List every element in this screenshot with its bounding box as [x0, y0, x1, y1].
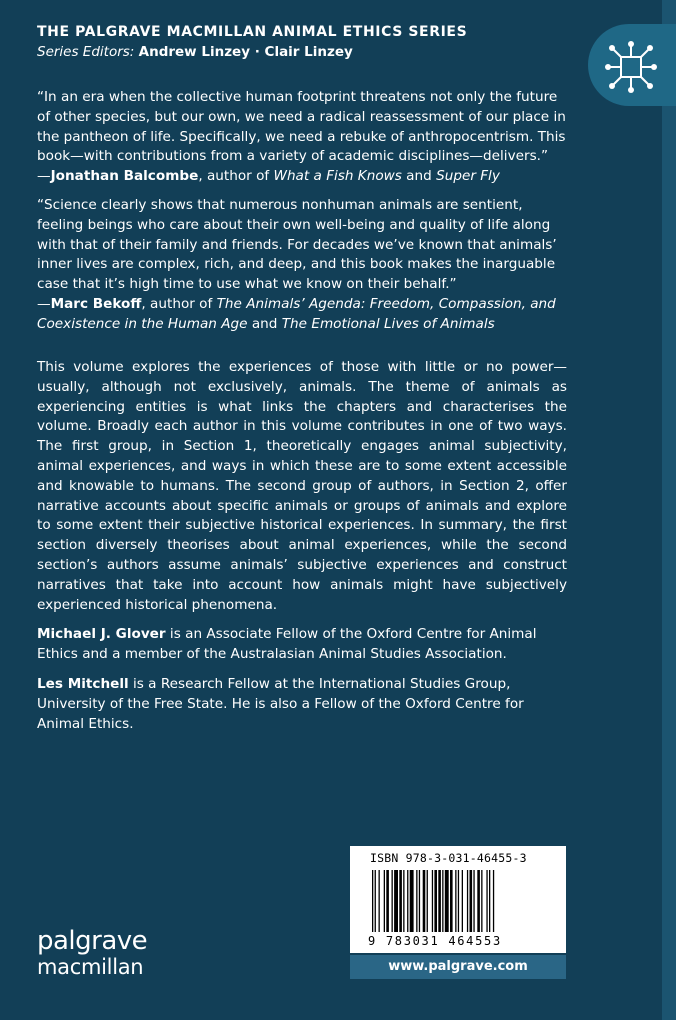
attribution-role: , author of	[141, 295, 217, 312]
quote-attribution	[37, 167, 567, 187]
attribution-and: and	[247, 315, 282, 332]
quote-bekoff	[37, 196, 567, 335]
quote-author: Marc Bekoff	[50, 295, 142, 312]
publisher-logo-line2: macmillan	[37, 955, 144, 979]
series-badge	[588, 24, 676, 106]
quote-text: “Science clearly shows that numerous nonhuman animals are sentient, feeling beings who care about their own well-being and quality of life along with that of their family and friends. For decades we’ve known that animals’ inner lives are complex, rich, and deep, and this book makes the inarguable case that it’s high time to use what we know on their behalf.”	[37, 197, 557, 293]
isbn-barcode	[350, 846, 566, 953]
publisher-logo	[37, 928, 147, 978]
attribution-dash: —	[37, 168, 51, 185]
barcode-bars	[370, 870, 546, 932]
isbn-label: ISBN 978-3-031-46455-3	[370, 851, 527, 865]
series-editors-label: Series Editors:	[37, 44, 135, 60]
attribution-role: , author of	[198, 168, 274, 185]
author-name: Michael J. Glover	[37, 626, 166, 642]
author-name: Les Mitchell	[37, 676, 129, 692]
author-bio-text: is a Research Fellow at the International Studies Group, University of the Free State. He is also a Fellow of the Oxford Centre for Animal Ethics.	[37, 676, 524, 732]
quote-text: “In an era when the collective human footprint threatens not only the future of other species, but our own, we need a radical reassessment of our place in the pantheon of life. Specifically, we need a rebuke of anthropocentrism. This book—with contributions from a variety of academic disciplines—delivers.”	[37, 89, 566, 165]
series-title: THE PALGRAVE MACMILLAN ANIMAL ETHICS SERIES	[37, 24, 468, 40]
quote-attribution	[37, 295, 567, 335]
publisher-website[interactable]: www.palgrave.com	[350, 955, 566, 979]
quote-balcombe	[37, 88, 567, 187]
series-editors	[37, 44, 353, 60]
book-title: The Emotional Lives of Animals	[281, 315, 495, 332]
author-bio-text: is an Associate Fellow of the Oxford Centre for Animal Ethics and a member of the Australasian Animal Studies Association.	[37, 626, 537, 662]
attribution-and: and	[401, 168, 437, 185]
book-title: Super Fly	[436, 168, 500, 185]
book-title: What a Fish Knows	[273, 168, 402, 185]
publisher-logo-line1: palgrave	[37, 926, 148, 956]
series-editors-names: Andrew Linzey · Clair Linzey	[138, 44, 353, 60]
attribution-dash: —	[37, 295, 51, 312]
network-node-icon	[603, 39, 659, 95]
book-description: This volume explores the experiences of those with little or no power—usually, although not exclusively, animals. The theme of animals as experiencing entities is what links the chapters and characterises the volume. Broadly each author in this volume contributes in one of two ways. The first group, in Section 1, theoretically engages animal subjectivity, animal experiences, and ways in which these are to some extent accessible and knowable to humans. The second group of authors, in Section 2, offer narrative accounts about specific animals or groups of animals and explore to some extent their subjective historical experiences. In summary, the first section diversely theorises about animal experiences, while the second section’s authors assume animals’ subjective experiences and construct narratives that take into account how animals might have subjectively experienced historical phenomena.	[37, 359, 567, 613]
quote-author: Jonathan Balcombe	[50, 168, 199, 185]
author-bio-mitchell	[37, 675, 567, 734]
spine-edge	[662, 0, 676, 1020]
author-bio-glover	[37, 625, 567, 665]
barcode-digits: 9 783031 464553	[368, 934, 502, 948]
book-title: The Animals’ Agenda: Freedom, Compassion, and Coexistence in the Human Age	[37, 295, 556, 332]
